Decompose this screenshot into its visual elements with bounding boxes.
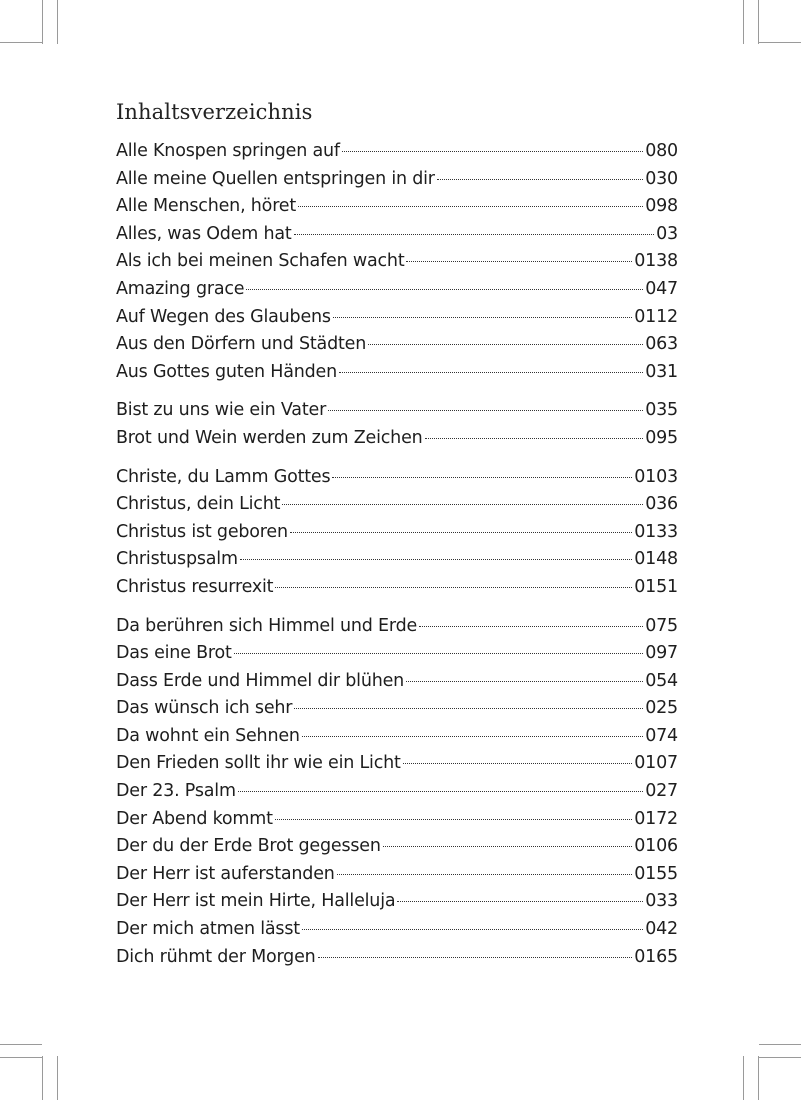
- toc-entry-title: Da wohnt ein Sehnen: [116, 725, 300, 746]
- toc-entry[interactable]: [116, 750, 678, 778]
- toc-entry-page-number: 0138: [634, 251, 678, 272]
- crop-mark: [743, 0, 744, 44]
- toc-entry-title: Bist zu uns wie ein Vater: [116, 400, 327, 421]
- dot-leader: [332, 477, 632, 478]
- toc-entry-page-number: 030: [645, 168, 678, 189]
- toc-entry[interactable]: [116, 397, 678, 425]
- dot-leader: [318, 957, 633, 958]
- dot-leader: [368, 344, 643, 345]
- toc-entry-page-number: 095: [645, 427, 678, 448]
- toc-entry[interactable]: [116, 944, 678, 972]
- toc-entry[interactable]: [116, 806, 678, 834]
- toc-entry[interactable]: [116, 491, 678, 519]
- toc-group: [116, 397, 678, 452]
- toc-entry-page-number: 075: [645, 615, 678, 636]
- dot-leader: [302, 736, 643, 737]
- toc-entry-title: Das eine Brot: [116, 643, 232, 664]
- page-title: Inhaltsverzeichnis: [116, 100, 313, 124]
- toc-entry-title: Da berühren sich Himmel und Erde: [116, 615, 418, 636]
- toc-entry-page-number: 0155: [634, 863, 678, 884]
- toc-entry-title: Der Herr ist mein Hirte, Halleluja: [116, 891, 396, 912]
- toc-entry-page-number: 0103: [634, 466, 678, 487]
- crop-mark: [759, 42, 801, 43]
- toc-entry-page-number: 080: [645, 141, 678, 161]
- toc-entry-page-number: 025: [645, 698, 678, 719]
- dot-leader: [406, 681, 643, 682]
- toc-group: [116, 138, 678, 386]
- toc-entry-title: Aus Gottes guten Händen: [116, 361, 338, 382]
- toc-entry-title: Dich rühmt der Morgen: [116, 946, 316, 967]
- toc-entry-title: Der mich atmen lässt: [116, 919, 300, 940]
- crop-mark: [42, 0, 43, 44]
- toc-entry-page-number: 047: [645, 278, 678, 299]
- toc-entry[interactable]: [116, 888, 678, 916]
- toc-entry[interactable]: [116, 331, 678, 359]
- toc-entry[interactable]: [116, 519, 678, 547]
- toc-entry[interactable]: [116, 916, 678, 944]
- toc-entry[interactable]: [116, 695, 678, 723]
- toc-entry[interactable]: [116, 546, 678, 574]
- toc-entry-title: Den Frieden sollt ihr wie ein Licht: [116, 753, 401, 774]
- dot-leader: [240, 559, 632, 560]
- dot-leader: [337, 874, 633, 875]
- toc-entry-title: Christus ist geboren: [116, 521, 288, 542]
- toc-entry[interactable]: [116, 248, 678, 276]
- dot-leader: [342, 151, 643, 152]
- toc-entry-page-number: 0172: [634, 808, 678, 829]
- toc-entry-title: Alle Menschen, höret: [116, 196, 297, 217]
- toc-entry-title: Christus, dein Licht: [116, 494, 281, 515]
- toc-entry-title: Der Abend kommt: [116, 808, 273, 829]
- toc-entry[interactable]: [116, 221, 678, 249]
- toc-entry-title: Als ich bei meinen Schafen wacht: [116, 251, 405, 272]
- dot-leader: [275, 587, 632, 588]
- toc-entry-title: Der Herr ist auferstanden: [116, 863, 335, 884]
- toc-entry-title: Alle meine Quellen entspringen in dir: [116, 168, 435, 189]
- toc-entry-page-number: 036: [645, 494, 678, 515]
- crop-mark: [758, 0, 759, 44]
- crop-mark: [0, 1057, 42, 1058]
- toc-entry[interactable]: [116, 276, 678, 304]
- toc-entry[interactable]: [116, 359, 678, 387]
- toc-entry-page-number: 0107: [634, 753, 678, 774]
- toc-entry-title: Auf Wegen des Glaubens: [116, 306, 331, 327]
- toc-entry[interactable]: [116, 640, 678, 668]
- toc-entry[interactable]: [116, 723, 678, 751]
- toc-entry-title: Christuspsalm: [116, 549, 238, 570]
- toc-entry-page-number: 098: [645, 196, 678, 217]
- dot-leader: [246, 289, 643, 290]
- toc-entry-page-number: 0151: [634, 576, 678, 597]
- dot-leader: [290, 532, 632, 533]
- crop-mark: [743, 1056, 744, 1100]
- dot-leader: [397, 901, 643, 902]
- toc-entry-page-number: 054: [645, 670, 678, 691]
- toc-entry-title: Amazing grace: [116, 278, 245, 299]
- toc-entry-title: Der du der Erde Brot gegessen: [116, 836, 381, 857]
- dot-leader: [328, 410, 643, 411]
- dot-leader: [294, 234, 655, 235]
- toc-group: [116, 464, 678, 602]
- dot-leader: [437, 179, 643, 180]
- dot-leader: [302, 929, 643, 930]
- toc-entry-page-number: 074: [645, 725, 678, 746]
- toc-entry-page-number: 0165: [634, 946, 678, 967]
- toc-entry-title: Christus resurrexit: [116, 576, 274, 597]
- toc-entry-page-number: 0148: [634, 549, 678, 570]
- toc-entry[interactable]: [116, 833, 678, 861]
- toc-entry-title: Das wünsch ich sehr: [116, 698, 293, 719]
- crop-mark: [758, 1056, 759, 1100]
- crop-mark: [0, 1044, 42, 1045]
- toc-entry-title: Alles, was Odem hat: [116, 223, 292, 244]
- toc-entry-page-number: 031: [645, 361, 678, 382]
- crop-mark: [57, 0, 58, 44]
- dot-leader: [406, 261, 632, 262]
- dot-leader: [294, 708, 643, 709]
- dot-leader: [403, 763, 633, 764]
- dot-leader: [383, 846, 632, 847]
- dot-leader: [238, 791, 643, 792]
- toc-entry-page-number: 063: [645, 334, 678, 355]
- toc-entry-page-number: 035: [645, 400, 678, 421]
- toc-entry[interactable]: [116, 464, 678, 492]
- crop-mark: [759, 1044, 801, 1045]
- dot-leader: [282, 504, 643, 505]
- toc-entry-title: Dass Erde und Himmel dir blühen: [116, 670, 405, 691]
- dot-leader: [298, 206, 643, 207]
- toc-entry[interactable]: [116, 668, 678, 696]
- dot-leader: [339, 372, 643, 373]
- dot-leader: [425, 438, 644, 439]
- toc-entry-title: Aus den Dörfern und Städten: [116, 334, 367, 355]
- toc-entry[interactable]: [116, 778, 678, 806]
- table-of-contents: [116, 138, 678, 971]
- toc-entry-page-number: 097: [645, 643, 678, 664]
- toc-entry-title: Brot und Wein werden zum Zeichen: [116, 427, 423, 448]
- toc-entry[interactable]: [116, 166, 678, 194]
- dot-leader: [333, 317, 632, 318]
- dot-leader: [419, 626, 643, 627]
- toc-entry-page-number: 042: [645, 919, 678, 940]
- toc-entry-page-number: 0112: [634, 306, 678, 327]
- toc-entry[interactable]: [116, 613, 678, 641]
- dot-leader: [234, 653, 643, 654]
- crop-mark: [759, 1057, 801, 1058]
- toc-entry[interactable]: [116, 193, 678, 221]
- toc-entry[interactable]: [116, 138, 678, 166]
- toc-entry[interactable]: [116, 861, 678, 889]
- toc-entry-page-number: 027: [645, 781, 678, 802]
- toc-entry-title: Alle Knospen springen auf: [116, 141, 340, 161]
- toc-entry-page-number: 033: [645, 891, 678, 912]
- toc-entry[interactable]: [116, 574, 678, 602]
- dot-leader: [275, 819, 632, 820]
- toc-entry-page-number: 03: [656, 223, 678, 244]
- toc-entry-page-number: 0133: [634, 521, 678, 542]
- toc-entry[interactable]: [116, 425, 678, 453]
- toc-entry-title: Der 23. Psalm: [116, 781, 236, 802]
- toc-entry-title: Christe, du Lamm Gottes: [116, 466, 331, 487]
- crop-mark: [42, 1056, 43, 1100]
- toc-group: [116, 613, 678, 972]
- toc-entry-page-number: 0106: [634, 836, 678, 857]
- toc-entry[interactable]: [116, 304, 678, 332]
- crop-mark: [57, 1056, 58, 1100]
- crop-mark: [0, 42, 42, 43]
